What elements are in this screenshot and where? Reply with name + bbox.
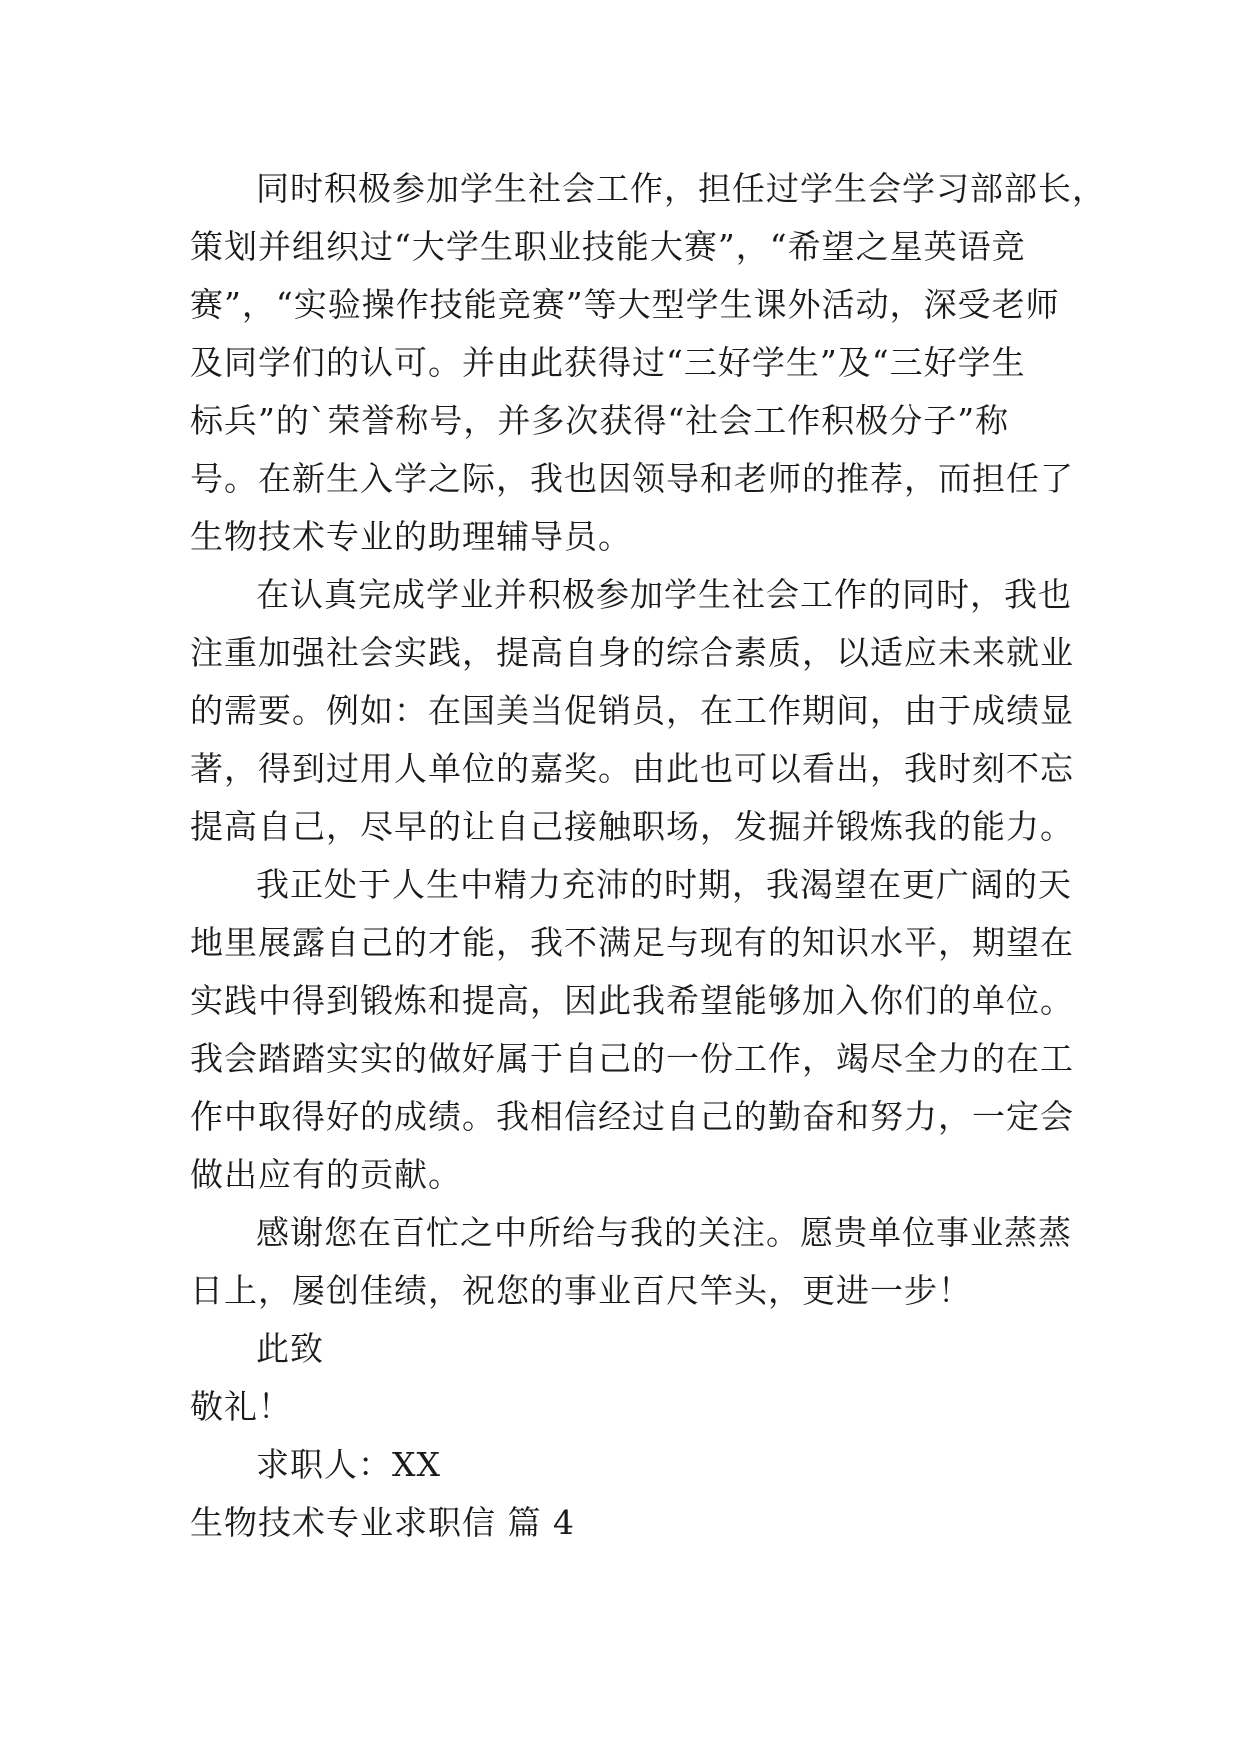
section-heading: 生物技术专业求职信 篇 4 (190, 1503, 575, 1542)
paragraph-line: 实践中得到锻炼和提高，因此我希望能够加入你们的单位。 (190, 981, 1074, 1020)
paragraph-line: 著，得到过用人单位的嘉奖。由此也可以看出，我时刻不忘 (190, 749, 1074, 788)
paragraph-line: 生物技术专业的助理辅导员。 (190, 517, 632, 556)
paragraph-line: 同时积极参加学生社会工作，担任过学生会学习部部长， (256, 169, 1106, 208)
paragraph-line: 地里展露自己的才能，我不满足与现有的知识水平，期望在 (190, 923, 1074, 962)
paragraph-line: 注重加强社会实践，提高自身的综合素质，以适应未来就业 (190, 633, 1074, 672)
paragraph-line: 作中取得好的成绩。我相信经过自己的勤奋和努力，一定会 (190, 1097, 1074, 1136)
paragraph-line: 在认真完成学业并积极参加学生社会工作的同时，我也 (256, 575, 1072, 614)
paragraph-line: 感谢您在百忙之中所给与我的关注。愿贵单位事业蒸蒸 (256, 1213, 1072, 1252)
closing-regards: 敬礼！ (190, 1387, 292, 1426)
signature-line: 求职人：XX (256, 1445, 441, 1484)
paragraph-line: 我会踏踏实实的做好属于自己的一份工作，竭尽全力的在工 (190, 1039, 1074, 1078)
paragraph-line: 赛”，“实验操作技能竞赛”等大型学生课外活动，深受老师 (190, 285, 1060, 324)
paragraph-line: 的需要。例如：在国美当促销员，在工作期间，由于成绩显 (190, 691, 1074, 730)
paragraph-line: 我正处于人生中精力充沛的时期，我渴望在更广阔的天 (256, 865, 1072, 904)
paragraph-line: 号。在新生入学之际，我也因领导和老师的推荐，而担任了 (190, 459, 1074, 498)
paragraph-line: 日上，屡创佳绩，祝您的事业百尺竿头，更进一步！ (190, 1271, 972, 1310)
paragraph-line: 标兵”的`荣誉称号，并多次获得“社会工作积极分子”称 (190, 401, 1010, 440)
paragraph-line: 提高自己，尽早的让自己接触职场，发掘并锻炼我的能力。 (190, 807, 1074, 846)
paragraph-line: 及同学们的认可。并由此获得过“三好学生”及“三好学生 (190, 343, 1026, 382)
closing-salutation: 此致 (256, 1329, 324, 1368)
paragraph-line: 策划并组织过“大学生职业技能大赛”，“希望之星英语竞 (190, 227, 1026, 266)
paragraph-line: 做出应有的贡献。 (190, 1155, 462, 1194)
document-page (190, 160, 1106, 1552)
